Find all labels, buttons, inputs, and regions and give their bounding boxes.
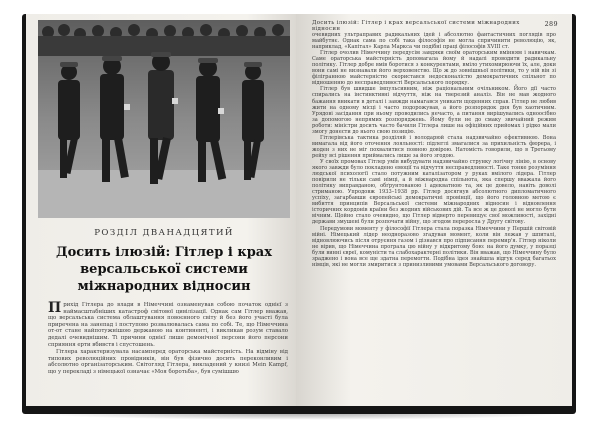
right-page <box>296 14 572 406</box>
open-book <box>18 10 580 414</box>
running-head-title: Досить ілюзій: Гітлер і крах версальської системи міжнародних відносин <box>312 20 520 32</box>
chapter-title: Досить ілюзій: Гітлер і крах версальської системи міжнародних відносин <box>56 245 272 294</box>
left-page <box>26 14 302 406</box>
photo-illustration <box>38 20 290 218</box>
paragraph: очевидних ультраправих радикальних ідей і абсолютно фантастичних поглядів про майбутнє. Однак сама по собі така філософія не могла спричинити революцію, як, наприклад, «Капітал» Карла Маркса чи подібні праці філософів XVIII ст. <box>312 32 556 51</box>
paragraph: У своїх промовах Гітлер умів вибудувати надзвичайно струнку логічну лінію, в основу якого завжди було покладено емоції та відчуття несправедливості. Таке тонке розуміння людської психології стало потужним каталізатором у руках вмілого лідера. Гітлер повірили не тільки самі німці, а й міжнародна спільнота, яка спершу вважала його політику виправданою, обґрунтованою і адекватною та, як це довело, навіть доволі стриманою. Упродовж 1933–1938 рр. Гітлер досягнув абсолютного дипломатичного успіху, загарбавши європейські демократичні провінції, що його головною метою є вибиття принципів Версальської системи міжнародних відносин і відновлення історичних кордонів країни без жодних військових дій. Та все ж це доволі не могло бути вічним. Щойно стало очевидно, що Гітлер відверто перевищує свої можливості, західні держави змушені були розпочати війну, що згодом переросла у Другу світову. <box>312 158 556 226</box>
paragraph: Передумови моменту у філософії Гітлера стала поразка Німеччини у Першій світовій війні. Німецький лідер неодноразово згадував момент, коли він лежав у шпиталі, відновлюючись після отруєння газом і дізнався про підписання перемир'я. Гітлер ніколи не вірив, що Німеччина програла цю війну у відкритому бою: на його думку, у поразці були винні євреї, комуністи та слабохарактерні політики. Він вважав, що Німеччину було зраджено і вона все ще здатна перемогти. Подібна ідея знайшла відгук серед багатьох німців, які не могли змиритися з принизливими умовами Версальського договору. <box>312 225 556 268</box>
paragraph: Гітлера характеризувала насамперед ораторська майстерність. На відміну від типових революційних провідників, він був фізично досить переконливим і абсолютно організаторським. Світогляд Гітлера, викладений у книзі Mein Kampf, що у перекладі з німецької означає «Моя боротьба», був сумішшю <box>48 349 288 375</box>
running-head <box>312 20 558 30</box>
chapter-label: РОЗДІЛ ДВАНАДЦЯТИЙ <box>94 228 234 238</box>
right-body-text <box>312 32 556 400</box>
paragraph <box>48 302 288 348</box>
paragraph: Гітлерівська тактика розділяй і володарюй стала надзвичайно ефективною. Вона вимагала від його оточення лояльності: підлеглі змагалися за прихильність фюрера, і жоден з них не міг похвалитися повною довірою. Натомість говорили, що в Третьому рейху всі рішення приймались лише за його згодою. <box>312 134 556 159</box>
left-body-text <box>48 302 288 377</box>
paragraph: Гітлер очолив Німеччину передусім завдяки своїм ораторським вмінням і навичкам. Саме ораторська майстерність допомагала йому й надалі проводити радикальну політику. Гітлер добре вмів боротися з конкурентами, вміло утихомирюючи їх, але, доки вони самі не визнавали його верховенство. Що ж до зовнішньої політики, то у ній він зі філігранною майстерністю скористався недосконалістю демократичних спільнот по відношенню до несправедливості Версальського порядку. <box>312 50 556 87</box>
drop-cap: П <box>48 300 62 316</box>
historical-photo <box>38 20 290 218</box>
paragraph-text: рихід Гітлера до влади в Німеччині ознаменував собою початок однієї з наймасштабніших катастроф світової цивілізації. Однак сам Гітлер вважав, що версальська система облаштування повоєнного світу й без його участі була приречена на занепад і поступово розвалювалась сама по собі. Те, що Німеччина от-от стане найпотужнішою державою на континенті, і викликав розум ставало дедалі очевиднішим. Ті причини однієї лише демонічної персони його персони сприяння ерти вбивств і спустошень. <box>48 302 288 348</box>
page-number: 289 <box>544 20 558 28</box>
paragraph: Гітлер був швидше імпульсивним, ніж раціональним очільником. Його дії часто спирались на інстинктивні відчуття, ніж на тверезий аналіз. Він не мав жодного бажання вникати в деталі і завжди намагався уникати щоденних справ. Гітлер не любив жити на одному місці і часто подорожував, а його розпорядок дня був хаотичним. Урядові засідання при ньому проводились нечасто, а питання вирішувались одноосібно за допомогою непрямих розпоряджень. Йому були не до смаку звичайний режим роботи: міністри досить часто бачили Гітлера лише на офіційних прийомах і рідко мали змогу донести до нього свою позицію. <box>312 86 556 135</box>
